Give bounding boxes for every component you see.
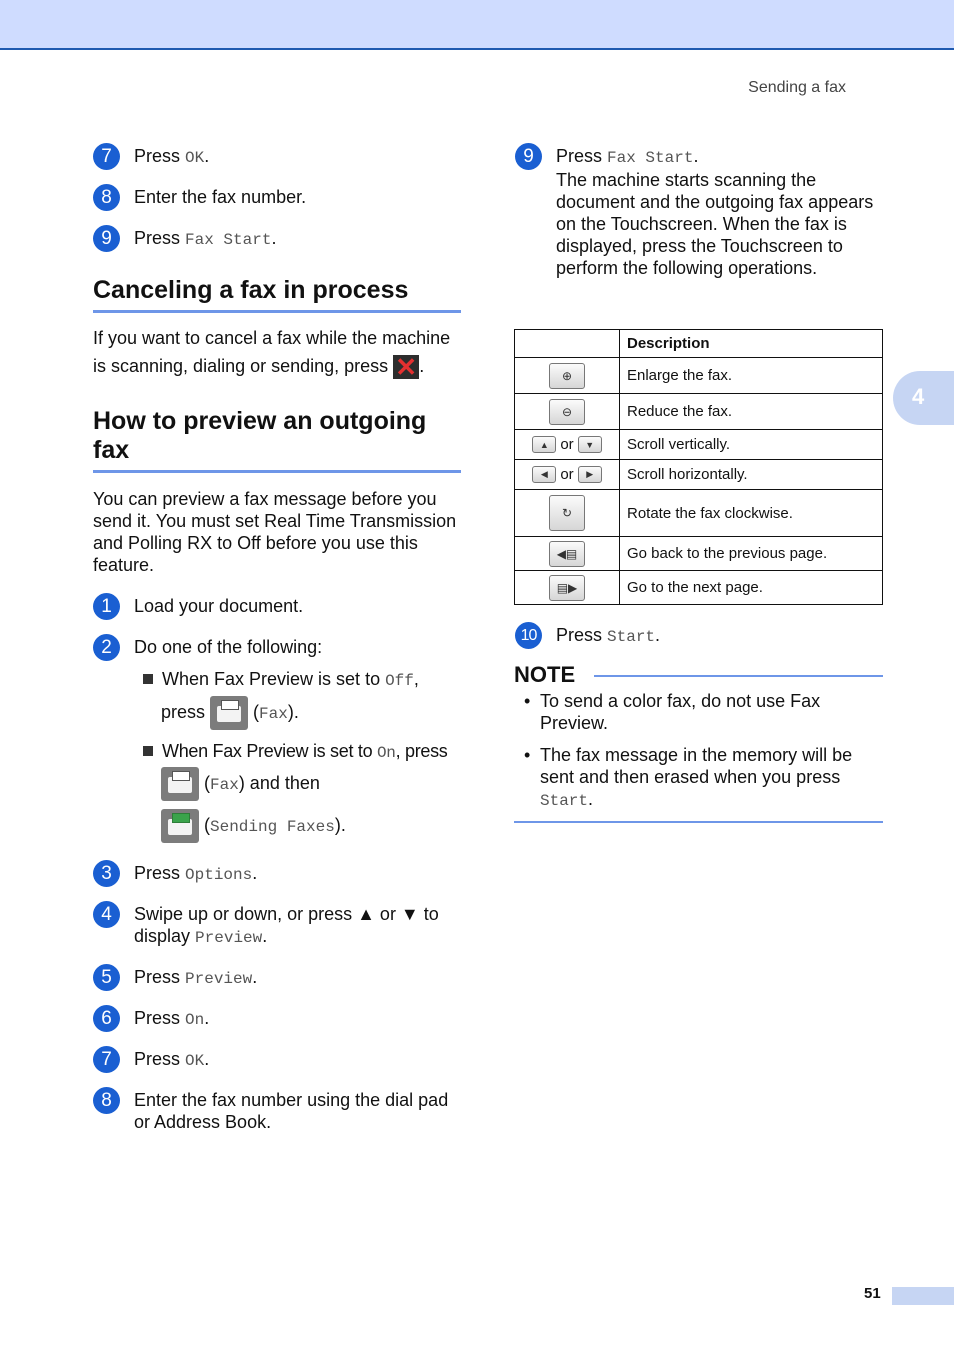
step-suffix: . [252,967,258,987]
table-row [515,490,883,537]
cancel-para-text: is scanning, dialing or sending, press [93,356,389,376]
icon-cell [515,358,620,394]
step-text: Press [134,228,186,248]
step-code: Start [607,628,656,646]
step-number: 10 [515,622,542,649]
icon-cell [515,394,620,430]
heading-rule [93,310,461,313]
operations-table [514,329,883,605]
option-text: ) and then [238,772,320,793]
sending-faxes-icon [161,809,199,843]
icon-cell [515,537,620,571]
table-row [515,358,883,394]
option-suffix: , press [395,741,448,761]
step-number: 4 [93,901,120,928]
option-text: When Fax Preview is set to [162,741,377,761]
step-suffix: . [204,1008,210,1028]
option-code: Off [385,672,414,690]
fax-icon [161,767,199,801]
step-suffix: . [204,146,210,166]
top-banner [0,0,954,50]
option-preview-on [143,740,448,764]
option-suffix: , [413,669,419,689]
step-number: 1 [93,593,120,620]
cancel-para-end: . [419,356,425,376]
icon-cell [515,571,620,605]
step-text: Enter the fax number. [134,187,307,207]
step-suffix: . [655,625,661,645]
row-description: Go back to the previous page. [620,537,883,571]
note-title: NOTE [514,662,576,687]
note-text: To send a color fax, do not use Fax Preview. [540,691,821,733]
left-arrow-icon: ◀ [532,466,556,483]
or-word: or [560,436,574,454]
step-number: 9 [93,225,120,252]
step-text: Press [134,146,186,166]
note-code: Start [540,792,589,810]
option-code: Sending Faxes [210,817,335,836]
option-code: On [376,744,396,762]
page-number: 51 [864,1285,881,1302]
step-code: OK [185,1052,205,1070]
note-text-wrap [540,744,870,812]
step-number: 8 [93,1087,120,1114]
step-code: Fax Start [607,149,694,167]
step-code: Options [185,866,253,884]
cancel-para-line2 [93,352,425,383]
table-header-cell: Description [620,330,883,358]
row-description: Enlarge the fax. [620,358,883,394]
cancel-para-line1: If you want to cancel a fax while the machine [93,328,451,348]
step-text: Press [134,863,186,883]
rotate-icon: ↻ [549,495,585,531]
note-text: The fax message in the memory will be sent and then erased when you press [540,745,853,787]
step-text: Do one of the following: [134,637,323,657]
bullet-dot: • [524,691,531,711]
step-code: On [185,1011,205,1029]
cancel-heading: Canceling a fax in process [93,276,409,304]
table-header-cell [515,330,620,358]
step-suffix: . [252,863,258,883]
table-header-row [515,330,883,358]
step-text: Load your document. [134,596,304,616]
icon-cell [515,430,620,460]
step-text: Press [556,146,608,166]
step-text: Press [134,967,186,987]
table-row [515,571,883,605]
press-word: press [161,701,206,722]
step-text: Press [134,1049,186,1069]
table-row [515,537,883,571]
step-number: 2 [93,634,120,661]
step-code: Preview [195,929,263,947]
note-suffix: . [588,789,594,809]
step-number: 5 [93,964,120,991]
option-preview-off-press: press (Fax). [161,696,299,730]
step-number: 9 [515,143,542,170]
option-suffix: ). [334,814,346,835]
step-body: The machine starts scanning the document and the outgoing fax appears on the Touchscreen. When the fax is displayed, press the Touchscreen to perform the following operations. [556,170,874,278]
step-suffix: . [204,1049,210,1069]
step-code: OK [185,149,205,167]
row-description: Go to the next page. [620,571,883,605]
row-description: Scroll horizontally. [620,460,883,490]
step-number: 6 [93,1005,120,1032]
row-description: Scroll vertically. [620,430,883,460]
next-page-icon: ▤▶ [549,575,585,601]
bullet-square [143,746,153,756]
option-suffix: ). [287,701,299,722]
step-text: Press [556,625,608,645]
step-number: 8 [93,184,120,211]
note-rule [594,675,883,677]
step-text: Press [134,1008,186,1028]
running-header: Sending a fax [748,79,846,96]
note-bottom-rule [514,821,883,823]
table-row [515,394,883,430]
icon-cell [515,490,620,537]
zoom-out-icon: ⊖ [549,399,585,425]
table-row [515,460,883,490]
option-code: Fax [210,775,239,794]
option-preview-on-fax: (Fax) and then [161,767,320,801]
bullet-square [143,674,153,684]
step-suffix: . [693,146,699,166]
chapter-number: 4 [912,384,925,409]
step-code: Fax Start [185,231,272,249]
step-text: Swipe up or down, or press ▲ or ▼ to display [134,904,439,946]
zoom-in-icon: ⊕ [549,363,585,389]
fax-icon [210,696,248,730]
step-number: 7 [93,1046,120,1073]
bullet-dot: • [524,745,531,765]
preview-para: You can preview a fax message before you send it. You must set Real Time Transmission and Polling RX to Off before you use this feature. [93,489,457,575]
step-text: Enter the fax number using the dial pad or Address Book. [134,1090,449,1132]
step-number: 7 [93,143,120,170]
cancel-x-icon: ✕ [393,355,419,379]
option-preview-off [143,668,419,692]
down-arrow-icon: ▼ [578,436,602,453]
option-preview-on-send: (Sending Faxes). [161,809,346,843]
or-word: or [560,466,574,484]
up-arrow-icon: ▲ [532,436,556,453]
table-row [515,430,883,460]
option-text: When Fax Preview is set to [162,669,386,689]
right-arrow-icon: ▶ [578,466,602,483]
icon-cell [515,460,620,490]
heading-rule [93,470,461,473]
preview-heading-line1: How to preview an outgoing [93,407,427,435]
step-suffix: . [271,228,277,248]
page-bar [892,1287,954,1305]
preview-heading-line2: fax [93,436,130,464]
step-code: Preview [185,970,253,988]
step-number: 3 [93,860,120,887]
row-description: Reduce the fax. [620,394,883,430]
previous-page-icon: ◀▤ [549,541,585,567]
chapter-tab [893,371,954,425]
step-suffix: . [262,926,268,946]
row-description: Rotate the fax clockwise. [620,490,883,537]
option-code: Fax [259,704,288,723]
